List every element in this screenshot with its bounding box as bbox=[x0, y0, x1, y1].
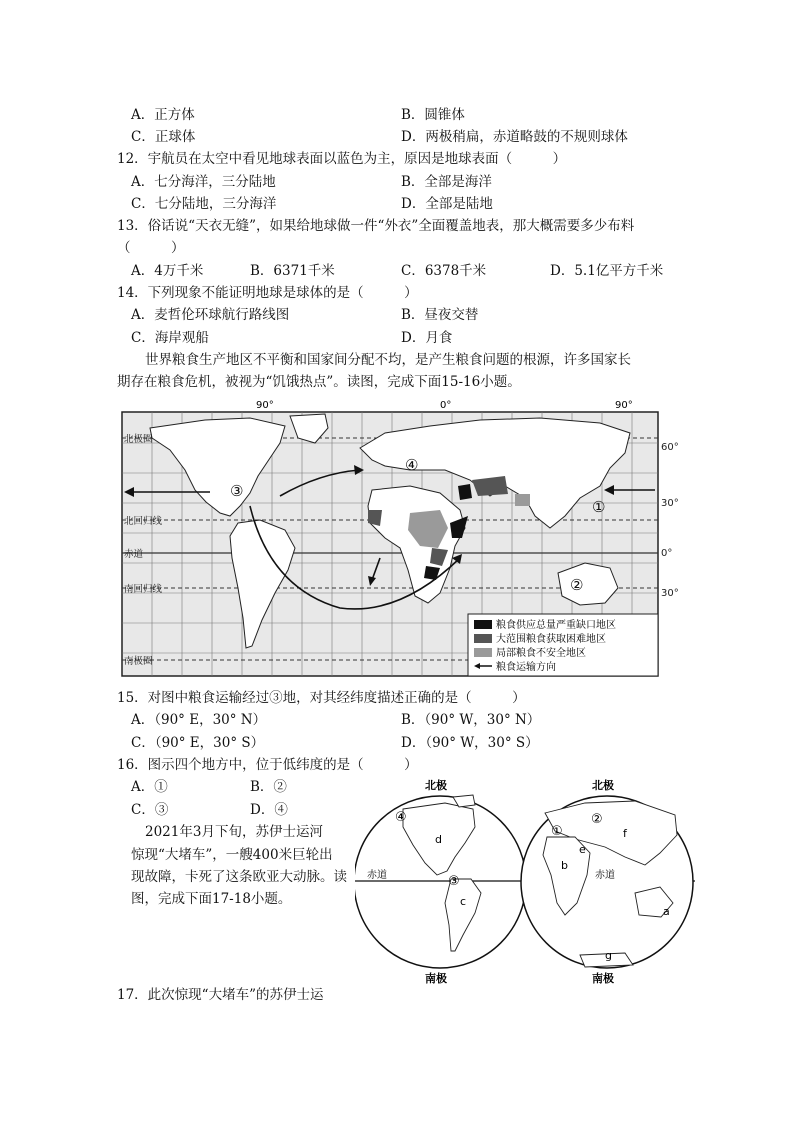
west-equator-label: 赤道 bbox=[367, 870, 387, 881]
map1-lat-label: 0° bbox=[661, 548, 673, 559]
intro-15-16-line2: 期存在粮食危机，被视为“饥饿热点”。读图，完成下面15-16小题。 bbox=[117, 374, 521, 390]
q16-option-b: B．② bbox=[250, 779, 287, 795]
q14-option-d: D．月食 bbox=[401, 330, 453, 346]
region-local-insecure bbox=[515, 494, 530, 506]
q13-option-b: B．6371千米 bbox=[250, 263, 335, 279]
map1-line-label: 赤道 bbox=[124, 549, 144, 560]
q16-option-d: D．④ bbox=[250, 802, 288, 818]
q15-stem: 15．对图中粮食运输经过③地，对其经纬度描述正确的是（ ） bbox=[117, 690, 526, 706]
marker-2: ② bbox=[591, 812, 603, 827]
q11-option-b: B．圆锥体 bbox=[401, 107, 465, 123]
legend-label: 粮食运输方向 bbox=[496, 662, 556, 673]
letter-g: g bbox=[605, 949, 612, 962]
letter-d: d bbox=[435, 833, 442, 846]
q13-option-a: A．4万千米 bbox=[131, 263, 204, 279]
hemispheres-map bbox=[355, 775, 695, 987]
map1-line-label: 北极圈 bbox=[124, 434, 153, 445]
q11-option-d: D．两极稍扁，赤道略鼓的不规则球体 bbox=[401, 129, 628, 145]
australia-shape bbox=[558, 563, 618, 605]
q11-option-c: C．正球体 bbox=[131, 129, 196, 145]
map1-lon-label: 90° bbox=[256, 400, 274, 411]
marker-3: ③ bbox=[448, 874, 460, 889]
q14-option-c: C．海岸观船 bbox=[131, 330, 209, 346]
legend-label: 大范围粮食获取困难地区 bbox=[496, 634, 606, 645]
east-north-pole-label: 北极 bbox=[592, 779, 614, 792]
east-equator-label: 赤道 bbox=[595, 870, 615, 881]
map1-line-label: 南回归线 bbox=[124, 584, 163, 595]
letter-a: a bbox=[663, 905, 670, 918]
q15-option-a: A．（90° E，30° N） bbox=[131, 712, 267, 728]
legend-label: 粮食供应总量严重缺口地区 bbox=[496, 620, 616, 631]
q13-stem-cont: （ ） bbox=[117, 240, 185, 256]
marker-1: ① bbox=[551, 824, 563, 839]
map1-legend bbox=[468, 614, 658, 676]
q16-option-c: C．③ bbox=[131, 802, 169, 818]
intro-17-18-line2: 惊现“大堵车”，一艘400米巨轮出 bbox=[131, 847, 333, 863]
q12-option-c: C．七分陆地，三分海洋 bbox=[131, 196, 277, 212]
intro-17-18-line4: 图，完成下面17-18小题。 bbox=[131, 891, 292, 907]
intro-15-16-line1: 世界粮食生产地区不平衡和国家间分配不均，是产生粮食问题的根源，许多国家长 bbox=[145, 352, 631, 368]
letter-e: e bbox=[579, 843, 586, 856]
region-severe-shortage bbox=[458, 484, 472, 500]
q12-stem: 12．宇航员在太空中看见地球表面以蓝色为主，原因是地球表面（ ） bbox=[117, 151, 567, 167]
letter-c: c bbox=[460, 895, 467, 908]
intro-17-18-line3: 现故障，卡死了这条欧亚大动脉。读 bbox=[131, 869, 347, 885]
map1-lat-label: 60° bbox=[661, 442, 679, 453]
q15-option-d: D．（90° W，30° S） bbox=[401, 735, 539, 751]
marker-4: ④ bbox=[395, 810, 407, 825]
east-south-pole-label: 南极 bbox=[592, 972, 614, 985]
intro-17-18-line1: 2021年3月下旬，苏伊士运河 bbox=[145, 824, 323, 840]
q15-option-c: C．（90° E，30° S） bbox=[131, 735, 265, 751]
letter-f: f bbox=[623, 827, 627, 840]
q13-stem: 13．俗话说“天衣无缝”，如果给地球做一件“外衣”全面覆盖地表，那大概需要多少布料 bbox=[117, 218, 635, 234]
q12-option-d: D．全部是陆地 bbox=[401, 196, 493, 212]
legend-label: 局部粮食不安全地区 bbox=[496, 648, 586, 659]
q13-option-d: D．5.1亿平方千米 bbox=[550, 263, 664, 279]
map1-lat-label: 30° bbox=[661, 498, 679, 509]
marker-3: ③ bbox=[230, 482, 244, 500]
q14-stem: 14．下列现象不能证明地球是球体的是（ ） bbox=[117, 285, 418, 301]
west-north-pole-label: 北极 bbox=[425, 779, 447, 792]
map1-lon-label: 90° bbox=[615, 400, 633, 411]
letter-b: b bbox=[561, 859, 568, 872]
west-south-pole-label: 南极 bbox=[425, 972, 447, 985]
q12-option-a: A．七分海洋，三分陆地 bbox=[131, 174, 276, 190]
q14-option-a: A．麦哲伦环球航行路线图 bbox=[131, 307, 290, 323]
map1-line-label: 北回归线 bbox=[124, 516, 163, 527]
q13-option-c: C．6378千米 bbox=[401, 263, 487, 279]
q11-option-a: A．正方体 bbox=[131, 107, 195, 123]
world-food-map bbox=[110, 398, 690, 682]
q15-option-b: B．（90° W，30° N） bbox=[401, 712, 541, 728]
q16-option-a: A．① bbox=[131, 779, 168, 795]
q16-stem: 16．图示四个地方中，位于低纬度的是（ ） bbox=[117, 757, 418, 773]
q12-option-b: B．全部是海洋 bbox=[401, 174, 492, 190]
map1-lon-label: 0° bbox=[440, 400, 452, 411]
q14-option-b: B．昼夜交替 bbox=[401, 307, 479, 323]
map1-line-label: 南极圈 bbox=[124, 656, 153, 667]
marker-4: ④ bbox=[405, 456, 419, 474]
marker-1: ① bbox=[592, 498, 606, 516]
q17-stem: 17．此次惊现“大堵车”的苏伊士运 bbox=[117, 987, 324, 1003]
marker-2: ② bbox=[570, 576, 584, 594]
map1-lat-label: 30° bbox=[661, 588, 679, 599]
